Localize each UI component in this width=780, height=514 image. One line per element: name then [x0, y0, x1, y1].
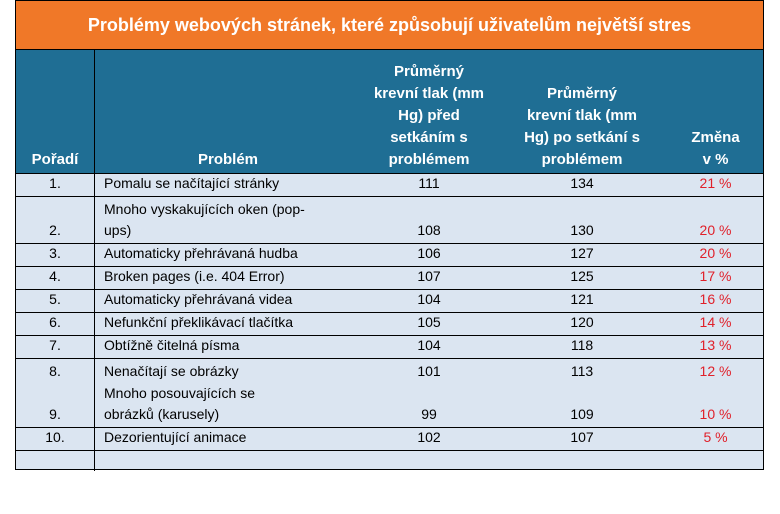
header-rank [16, 50, 94, 173]
before-cell: 99 [421, 406, 437, 422]
after-cell: 118 [570, 337, 594, 353]
header-change-line: v % [702, 151, 729, 168]
header-after-line: problémem [541, 151, 623, 168]
before-cell: 104 [417, 337, 441, 353]
change-cell: 20 % [699, 222, 732, 238]
problem-cell: Nefunkční překlikávací tlačítka [104, 314, 294, 330]
table-row [16, 174, 763, 197]
change-cell: 12 % [699, 363, 732, 379]
rank-cell: 2. [49, 222, 61, 238]
rank-cell: 1. [49, 175, 61, 191]
rank-cell: 6. [49, 314, 61, 330]
header-change-line: Změna [691, 129, 740, 146]
before-cell: 107 [417, 268, 441, 284]
problem-cell: Obtížně čitelná písma [104, 337, 240, 353]
header-after-line: Hg) po setkání s [524, 129, 640, 146]
rank-cell: 7. [49, 337, 61, 353]
table-row [16, 336, 763, 359]
change-cell: 16 % [699, 291, 732, 307]
header-before-line: setkáním s [390, 129, 468, 146]
before-cell: 111 [418, 175, 440, 191]
after-cell: 107 [570, 429, 594, 445]
after-cell: 120 [570, 314, 594, 330]
problem-cell: Nenačítají se obrázky [104, 363, 239, 379]
table-row [16, 267, 763, 290]
header-problem [94, 50, 362, 173]
table-header [16, 50, 763, 174]
before-cell: 106 [417, 245, 441, 261]
change-cell: 10 % [699, 406, 732, 422]
header-after [496, 50, 668, 173]
change-cell: 20 % [699, 245, 732, 261]
change-cell: 14 % [699, 314, 732, 330]
problem-cell: Automaticky přehrávaná videa [104, 291, 293, 307]
after-cell: 125 [570, 268, 594, 284]
table-row [16, 290, 763, 313]
table-row [16, 382, 763, 428]
table-row [16, 428, 763, 451]
after-cell: 113 [570, 363, 594, 379]
table-row [16, 313, 763, 336]
before-cell: 102 [417, 429, 441, 445]
before-cell: 104 [417, 291, 441, 307]
problem-cell: Mnoho posouvajících se obrázků (karusely) [104, 385, 255, 422]
header-before-line: Průměrný [393, 63, 465, 80]
table-row [16, 359, 763, 382]
header-before [362, 50, 496, 173]
after-cell: 121 [570, 291, 594, 307]
problem-cell: Mnoho vyskakujících oken (pop-ups) [104, 201, 305, 238]
after-cell: 109 [570, 406, 594, 422]
table-title: Problémy webových stránek, které způsobují uživatelům největší stres [16, 1, 763, 50]
problem-cell: Broken pages (i.e. 404 Error) [104, 268, 285, 284]
header-before-line: krevní tlak (mm [373, 85, 485, 102]
change-cell: 21 % [699, 175, 732, 191]
problem-cell: Automaticky přehrávaná hudba [104, 245, 298, 261]
before-cell: 108 [417, 222, 441, 238]
rank-cell: 4. [49, 268, 61, 284]
table-row [16, 197, 763, 244]
header-before-line: Hg) před [398, 107, 460, 124]
after-cell: 134 [570, 175, 594, 191]
table-row [16, 244, 763, 267]
after-cell: 127 [570, 245, 594, 261]
before-cell: 105 [417, 314, 441, 330]
rank-cell: 8. [49, 363, 61, 379]
stress-table [15, 0, 764, 470]
column-divider [94, 50, 95, 471]
problem-cell: Dezorientující animace [104, 429, 247, 445]
change-cell: 17 % [699, 268, 732, 284]
rank-cell: 10. [45, 429, 65, 445]
change-cell: 5 % [703, 429, 728, 445]
header-after-line: krevní tlak (mm [526, 107, 638, 124]
rank-cell: 3. [49, 245, 61, 261]
rank-cell: 9. [49, 406, 61, 422]
header-rank-label: Pořadí [31, 151, 79, 168]
header-after-line: Průměrný [546, 85, 618, 102]
header-before-line: problémem [388, 151, 470, 168]
before-cell: 101 [417, 363, 441, 379]
problem-cell: Pomalu se načítající stránky [104, 175, 280, 191]
change-cell: 13 % [699, 337, 732, 353]
rank-cell: 5. [49, 291, 61, 307]
header-change [668, 50, 763, 173]
after-cell: 130 [570, 222, 594, 238]
header-problem-label: Problém [197, 151, 258, 168]
